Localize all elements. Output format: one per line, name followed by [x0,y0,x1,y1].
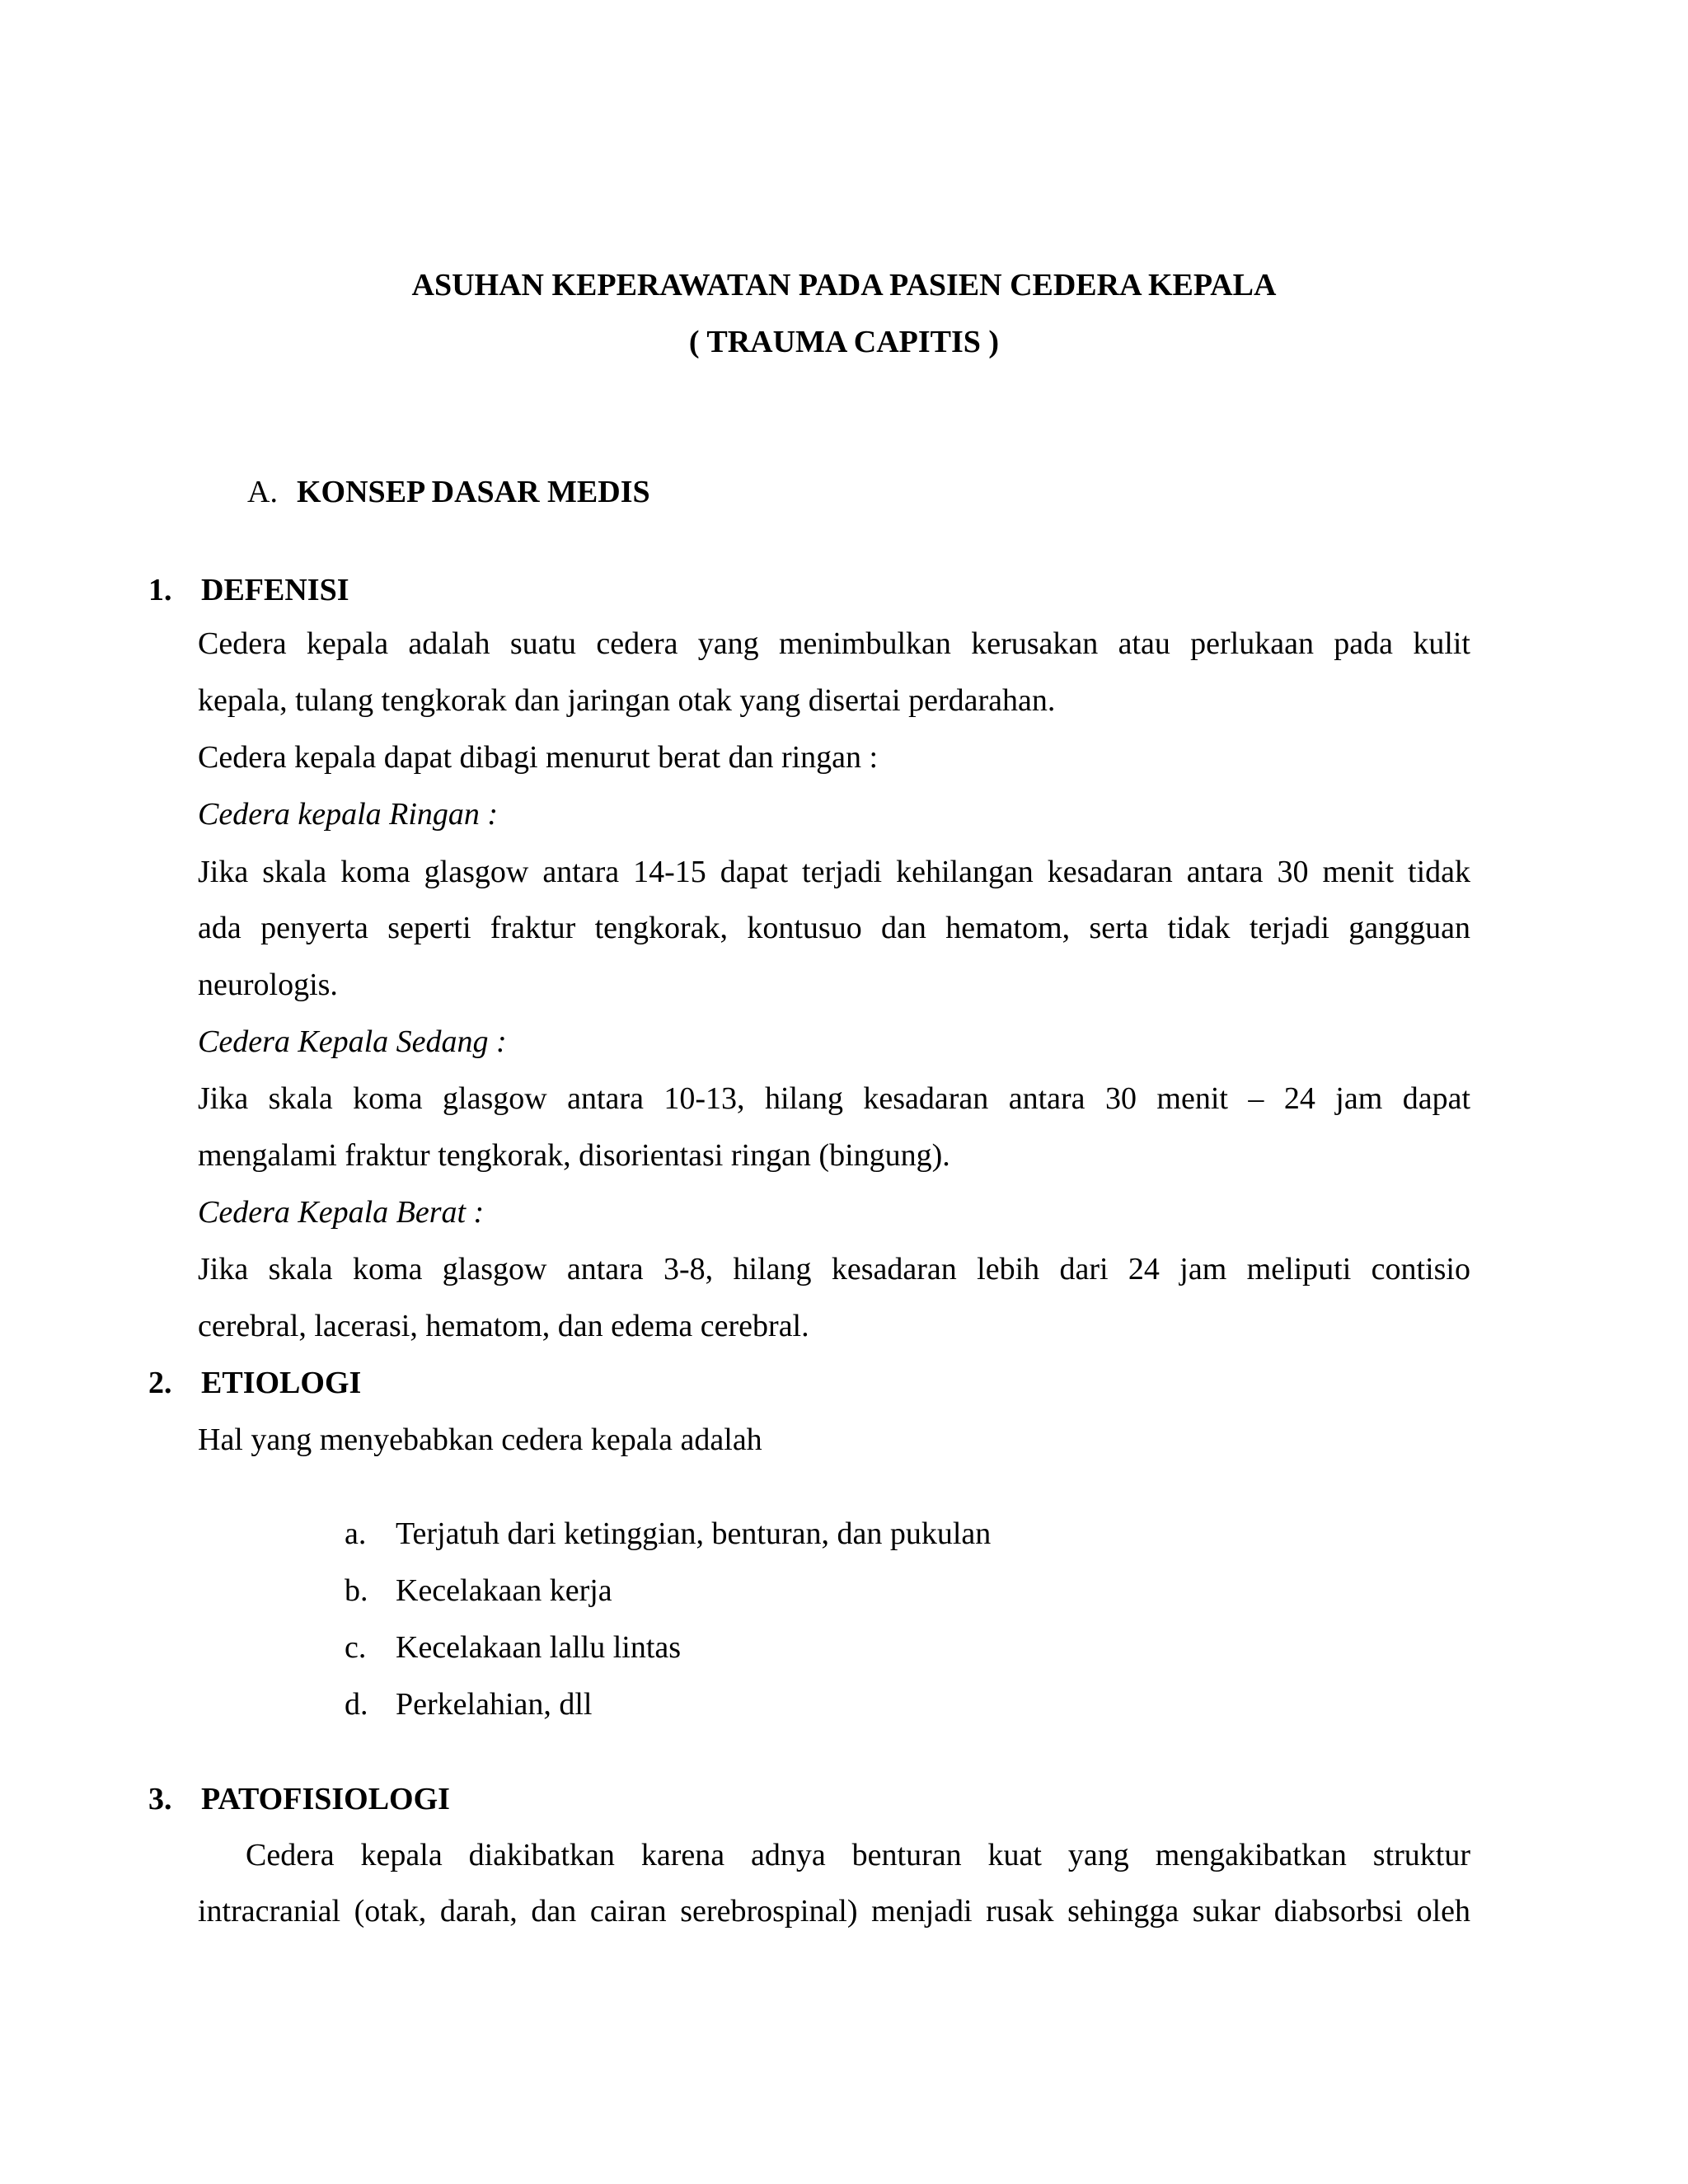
ringan-label: Cedera kepala Ringan : [198,797,499,832]
defenisi-classification-intro: Cedera kepala dapat dibagi menurut berat dan ringan : [198,740,879,775]
sedang-label: Cedera Kepala Sedang : [198,1024,507,1059]
etiologi-item-text: Terjatuh dari ketinggian, benturan, dan pukulan [396,1516,992,1551]
defenisi-paragraph-line: Cedera kepala adalah suatu cedera yang menimbulkan kerusakan atau perlukaan pada kulit [198,628,1470,661]
etiologi-intro: Hal yang menyebabkan cedera kepala adalah [198,1422,762,1457]
etiologi-heading: ETIOLOGI [201,1366,362,1400]
etiologi-item-marker: c. [345,1630,367,1665]
etiologi-item-marker: a. [345,1516,367,1551]
defenisi-number: 1. [148,573,172,607]
etiologi-item-text: Kecelakaan lallu lintas [396,1630,682,1665]
etiologi-number: 2. [148,1366,172,1400]
patofisiologi-text-line: intracranial (otak, darah, dan cairan serebrospinal) menjadi rusak sehingga sukar diabsorbsi oleh [198,1896,1470,1929]
defenisi-paragraph-line: kepala, tulang tengkorak dan jaringan otak yang disertai perdarahan. [198,683,1056,718]
section-a-marker: A. [247,475,278,509]
patofisiologi-heading: PATOFISIOLOGI [201,1782,450,1816]
berat-text-line: Jika skala koma glasgow antara 3-8, hilang kesadaran lebih dari 24 jam meliputi contisio [198,1254,1470,1286]
ringan-text-line: neurologis. [198,968,338,1002]
etiologi-item-text: Kecelakaan kerja [396,1573,612,1608]
document-title-line1: ASUHAN KEPERAWATAN PADA PASIEN CEDERA KEPALA [411,268,1277,302]
berat-label: Cedera Kepala Berat : [198,1195,485,1230]
ringan-text-line: Jika skala koma glasgow antara 14-15 dapat terjadi kehilangan kesadaran antara 30 menit tidak [198,856,1470,889]
sedang-text-line: Jika skala koma glasgow antara 10-13, hilang kesadaran antara 30 menit – 24 jam dapat [198,1083,1470,1116]
document-title-line2: ( TRAUMA CAPITIS ) [688,325,1000,359]
patofisiologi-text-line: Cedera kepala diakibatkan karena adnya benturan kuat yang mengakibatkan struktur [246,1840,1470,1872]
defenisi-heading: DEFENISI [201,573,349,607]
ringan-text-line: ada penyerta seperti fraktur tengkorak, kontusuo dan hematom, serta tidak terjadi gangguan [198,912,1470,945]
section-a-heading: KONSEP DASAR MEDIS [297,475,650,509]
etiologi-item-marker: b. [345,1573,368,1608]
etiologi-item-marker: d. [345,1687,368,1722]
patofisiologi-number: 3. [148,1782,172,1816]
sedang-text-line: mengalami fraktur tengkorak, disorientasi ringan (bingung). [198,1138,950,1173]
etiologi-item-text: Perkelahian, dll [396,1687,593,1722]
berat-text-line: cerebral, lacerasi, hematom, dan edema cerebral. [198,1309,809,1343]
